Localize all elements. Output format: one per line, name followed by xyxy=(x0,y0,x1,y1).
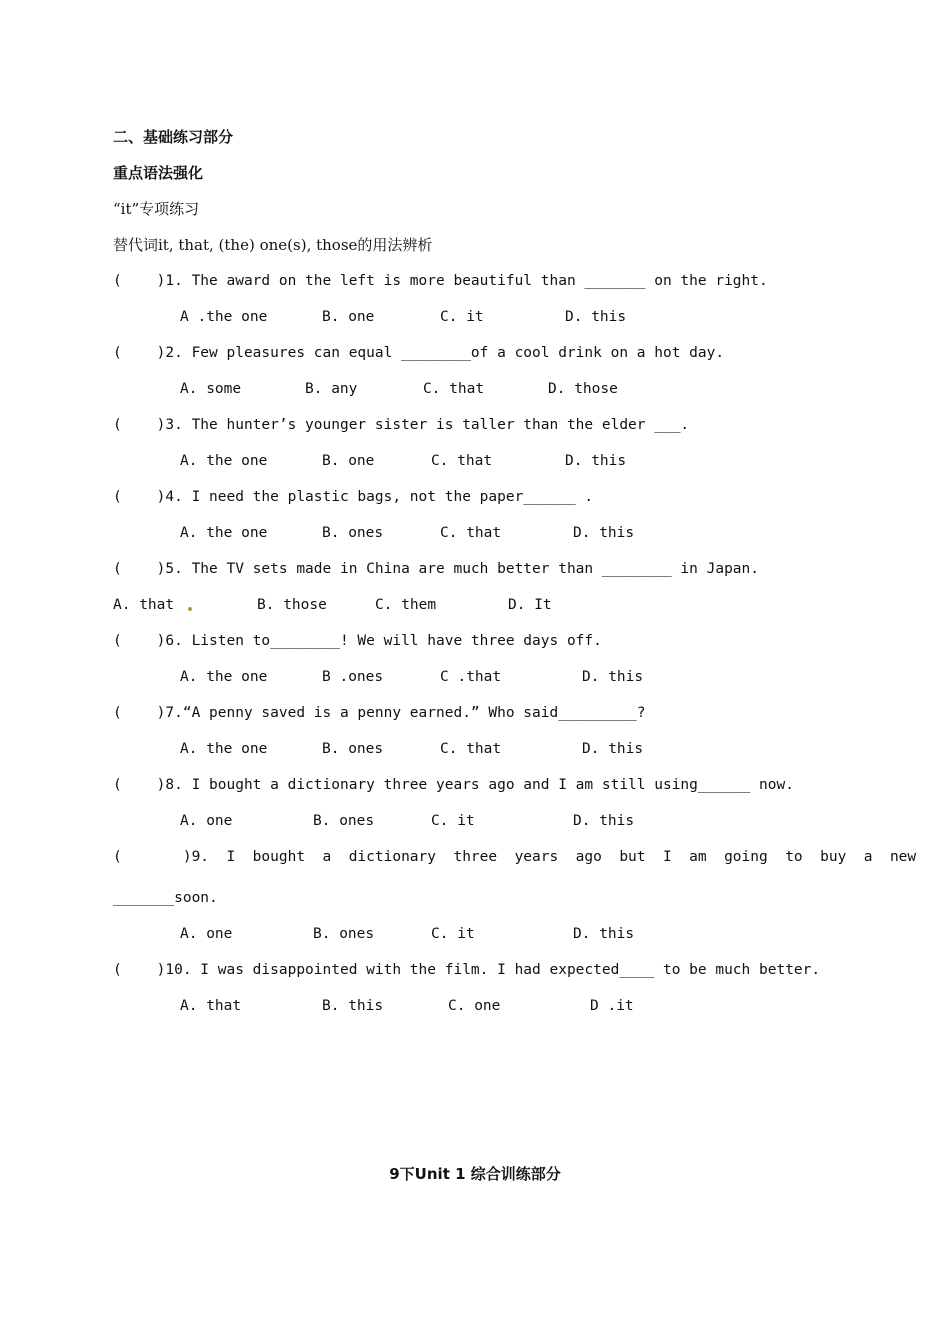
section-title: 二、基础练习部分 xyxy=(113,128,234,146)
question-6-stem: ( )6. Listen to________! We will have three days off. xyxy=(113,633,602,649)
question-8-option-a: A. one xyxy=(180,813,233,829)
question-4-option-b: B. ones xyxy=(322,525,384,541)
subtitle: 重点语法强化 xyxy=(113,164,204,182)
question-5-option-a: A. that xyxy=(113,597,175,613)
question-1-option-a: A .the one xyxy=(180,309,268,325)
question-3-option-b: B. one xyxy=(322,453,375,469)
question-7-option-b: B. ones xyxy=(322,741,384,757)
question-10-option-d: D .it xyxy=(590,998,634,1014)
question-5-stem: ( )5. The TV sets made in China are much better than ________ in Japan. xyxy=(113,561,760,577)
question-6-option-c: C .that xyxy=(440,669,502,685)
question-9-option-a: A. one xyxy=(180,926,233,942)
question-6-option-a: A. the one xyxy=(180,669,268,685)
question-3-option-a: A. the one xyxy=(180,453,268,469)
question-7-option-a: A. the one xyxy=(180,741,268,757)
question-3-option-d: D. this xyxy=(565,453,627,469)
question-8-stem: ( )8. I bought a dictionary three years ago and I am still using______ now. xyxy=(113,777,794,793)
question-9-option-b: B. ones xyxy=(313,926,375,942)
question-2-option-a: A. some xyxy=(180,381,242,397)
question-5-option-b: B. those xyxy=(257,597,327,613)
question-8-option-b: B. ones xyxy=(313,813,375,829)
question-10-option-c: C. one xyxy=(448,998,501,1014)
question-9-stem: ( )9. I bought a dictionary three years ago but I am going to buy a new xyxy=(113,849,917,865)
question-10-stem: ( )10. I was disappointed with the film. I had expected____ to be much better. xyxy=(113,962,821,978)
question-5-option-d: D. It xyxy=(508,597,552,613)
question-10-option-a: A. that xyxy=(180,998,242,1014)
question-2-option-b: B. any xyxy=(305,381,358,397)
question-6-option-d: D. this xyxy=(582,669,644,685)
question-8-option-c: C. it xyxy=(431,813,475,829)
question-1-option-c: C. it xyxy=(440,309,484,325)
question-4-option-c: C. that xyxy=(440,525,502,541)
question-9-option-c: C. it xyxy=(431,926,475,942)
footer-section-title: 9下Unit 1 综合训练部分 xyxy=(389,1165,561,1183)
question-2-option-d: D. those xyxy=(548,381,618,397)
question-4-stem: ( )4. I need the plastic bags, not the paper______ . xyxy=(113,489,594,505)
question-6-option-b: B .ones xyxy=(322,669,384,685)
question-7-stem: ( )7.“A penny saved is a penny earned.” Who said_________? xyxy=(113,705,646,721)
question-2-stem: ( )2. Few pleasures can equal ________of a cool drink on a hot day. xyxy=(113,345,725,361)
question-1-option-b: B. one xyxy=(322,309,375,325)
question-8-option-d: D. this xyxy=(573,813,635,829)
question-4-option-d: D. this xyxy=(573,525,635,541)
question-10-option-b: B. this xyxy=(322,998,384,1014)
question-5-option-c: C. them xyxy=(375,597,437,613)
topic-title: “it”专项练习 xyxy=(113,200,200,218)
question-9-option-d: D. this xyxy=(573,926,635,942)
question-1-option-d: D. this xyxy=(565,309,627,325)
intro-text: 替代词it, that, (the) one(s), those的用法辨析 xyxy=(113,236,433,254)
stray-dot-mark xyxy=(188,607,192,611)
question-7-option-c: C. that xyxy=(440,741,502,757)
question-2-option-c: C. that xyxy=(423,381,485,397)
question-9-stem-continued: _______soon. xyxy=(113,890,218,906)
question-1-stem: ( )1. The award on the left is more beautiful than _______ on the right. xyxy=(113,273,768,289)
question-3-stem: ( )3. The hunter’s younger sister is taller than the elder ___. xyxy=(113,417,690,433)
question-4-option-a: A. the one xyxy=(180,525,268,541)
question-7-option-d: D. this xyxy=(582,741,644,757)
question-3-option-c: C. that xyxy=(431,453,493,469)
